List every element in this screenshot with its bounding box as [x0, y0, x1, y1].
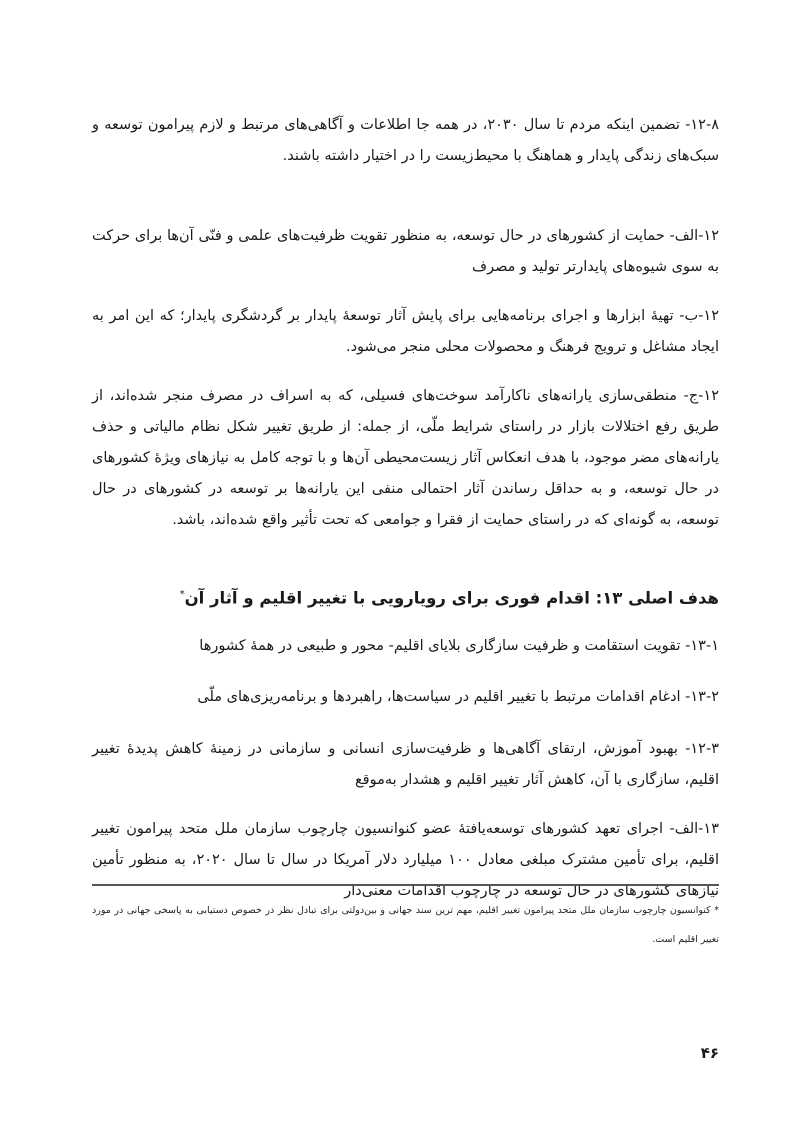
footnote-marker: *	[179, 589, 185, 600]
paragraph-12-jim: ۱۲-ج- منطقی‌سازی یارانه‌های ناکارآمد سوخت‌های فسیلی، که به اسراف در مصرف منجر شده‌اند، از طریق رفع اختلالات بازار در راستای شرایط ملّی، از جمله: از طریق تغییر شکل نظام مالیاتی و حذف یارانه‌های مضر موجود، با هدف انعکاس آثار زیست‌محیطی آن‌ها و با توجه کامل به نیازهای ویژهٔ کشورهای در حال توسعه، و به حداقل رساندن آثار احتمالی منفی این یارانه‌ها بر توسعه در کشورهای در حال توسعه، به گونه‌ای که در راستای حمایت از فقرا و جوامعی که تحت تأثیر واقع شده‌اند، باشد.	[92, 388, 719, 528]
paragraph-12-be: ۱۲-ب- تهیهٔ ابزارها و اجرای برنامه‌هایی برای پایش آثار توسعهٔ پایدار بر گردشگری پایدار؛ که این امر به ایجاد مشاغل و ترویج فرهنگ و محصولات محلی منجر می‌شود.	[92, 308, 719, 355]
paragraph-13-2: ۱۳-۲- ادغام اقدامات مرتبط با تغییر اقلیم در سیاست‌ها، راهبردها و برنامه‌ریزی‌های ملّی	[197, 689, 719, 705]
heading-text: هدف اصلی ۱۳: اقدام فوری برای رویارویی با تغییر اقلیم و آثار آن	[184, 588, 719, 608]
paragraph-13-alef: ۱۳-الف- اجرای تعهد کشورهای توسعه‌یافتهٔ عضو کنوانسیون چارچوب سازمان ملل متحد پیرامون تغییر اقلیم، برای تأمین مشترک مبلغی معادل ۱۰۰ میلیارد دلار آمریکا در سال تا سال ۲۰۲۰، به منظور تأمین نیازهای کشورهای در حال توسعه در چارچوب اقدامات معنی‌دار	[92, 821, 719, 899]
paragraph-12-8: ۱۲-۸- تضمین اینکه مردم تا سال ۲۰۳۰، در همه جا اطلاعات و آگاهی‌های مرتبط و لازم پیرامون توسعه و سبک‌های زندگی پایدار و هماهنگ با محیط‌زیست را در اختیار داشته باشند.	[92, 117, 719, 164]
paragraph-12-3: ۱۲-۳- بهبود آموزش، ارتقای آگاهی‌ها و ظرفیت‌سازی انسانی و سازمانی در زمینهٔ کاهش پدیدهٔ تغییر اقلیم، سازگاری با آن، کاهش آثار تغییر اقلیم و هشدار به‌موقع	[92, 741, 719, 788]
footnote-divider	[92, 884, 719, 886]
section-heading-goal-13	[92, 580, 719, 614]
page-number: ۴۶	[700, 1044, 719, 1062]
paragraph-13-1: ۱۳-۱- تقویت استقامت و ظرفیت سازگاری بلایای اقلیم- محور و طبیعی در همهٔ کشورها	[199, 638, 719, 654]
footnote: * کنوانسیون چارچوب سازمان ملل متحد پیرامون تغییر اقلیم، مهم ترین سند جهانی و بین‌دولتی برای تبادل نظر در خصوص دستیابی به پاسخی جهانی در مورد تغییر اقلیم است.	[92, 905, 719, 945]
paragraph-12-alef: ۱۲-الف- حمایت از کشورهای در حال توسعه، به منظور تقویت ظرفیت‌های علمی و فنّی آن‌ها برای حرکت به سوی شیوه‌های پایدارتر تولید و مصرف	[92, 228, 719, 275]
